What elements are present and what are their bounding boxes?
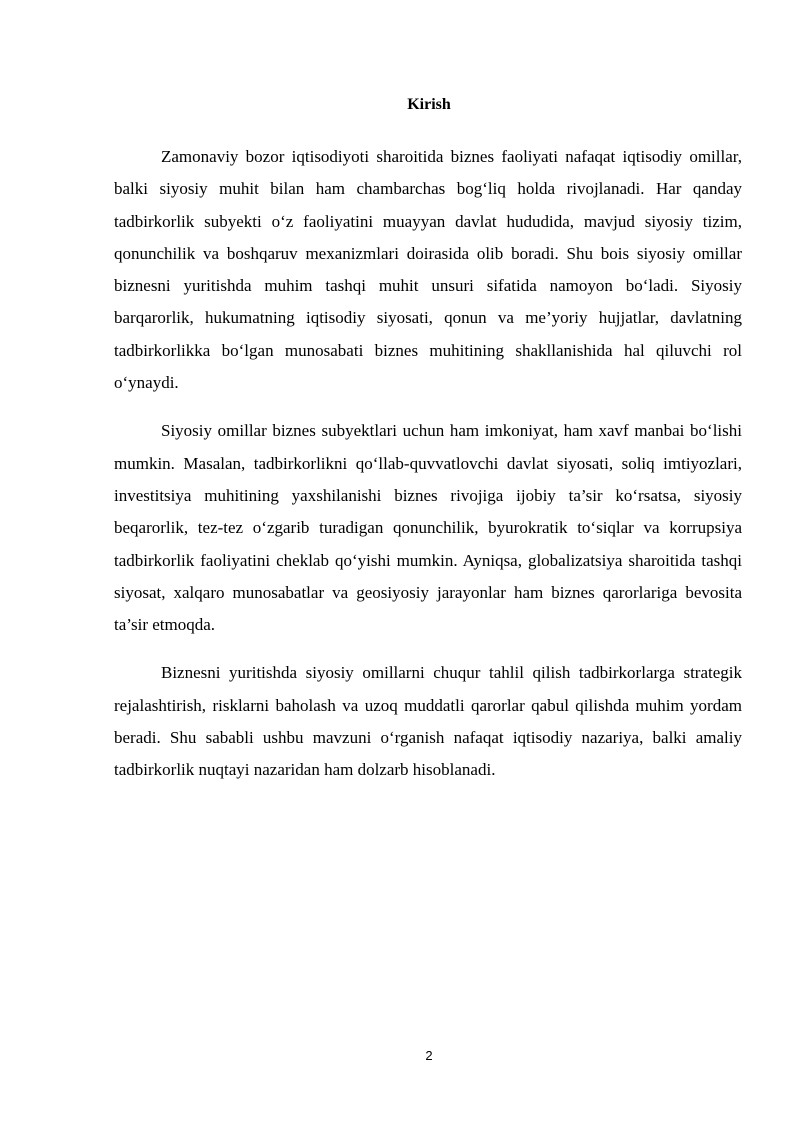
paragraph-1: Zamonaviy bozor iqtisodiyoti sharoitida biznes faoliyati nafaqat iqtisodiy omillar, balki siyosiy muhit bilan ham chambarchas bog‘liq holda rivojlanadi. Har qanday tadbirkorlik subyekti o‘z faoliyatini muayyan davlat hududida, mavjud siyosiy tizim, qonunchilik va boshqaruv mexanizmlari doirasida olib boradi. Shu bois siyosiy omillar biznesni yuritishda muhim tashqi muhit unsuri sifatida namoyon bo‘ladi. Siyosiy barqarorlik, hukumatning iqtisodiy siyosati, qonun va me’yoriy hujjatlar, davlatning tadbirkorlikka bo‘lgan munosabati biznes muhitining shakllanishida hal qiluvchi rol o‘ynaydi. — [114, 147, 742, 393]
section-title: Kirish — [407, 96, 451, 113]
page-number: 2 — [425, 1048, 433, 1063]
body-text — [114, 141, 742, 803]
paragraph-3: Biznesni yuritishda siyosiy omillarni chuqur tahlil qilish tadbirkorlarga strategik rejalashtirish, risklarni baholash va uzoq muddatli qarorlar qabul qilishda muhim yordam beradi. Shu sababli ushbu mavzuni o‘rganish nafaqat iqtisodiy nazariya, balki amaliy tadbirkorlik nuqtayi nazaridan ham dolzarb hisoblanadi. — [114, 663, 742, 780]
paragraph-2: Siyosiy omillar biznes subyektlari uchun ham imkoniyat, ham xavf manbai bo‘lishi mumkin. Masalan, tadbirkorlikni qo‘llab-quvvatlovchi davlat siyosati, soliq imtiyozlari, investitsiya muhitining yaxshilanishi biznes rivojiga ijobiy ta’sir ko‘rsatsa, siyosiy beqarorlik, tez-tez o‘zgarib turadigan qonunchilik, byurokratik to‘siqlar va korrupsiya tadbirkorlik faoliyatini cheklab qo‘yishi mumkin. Ayniqsa, globalizatsiya sharoitida tashqi siyosat, xalqaro munosabatlar va geosiyosiy jarayonlar ham biznes qarorlariga bevosita ta’sir etmoqda. — [114, 421, 742, 635]
